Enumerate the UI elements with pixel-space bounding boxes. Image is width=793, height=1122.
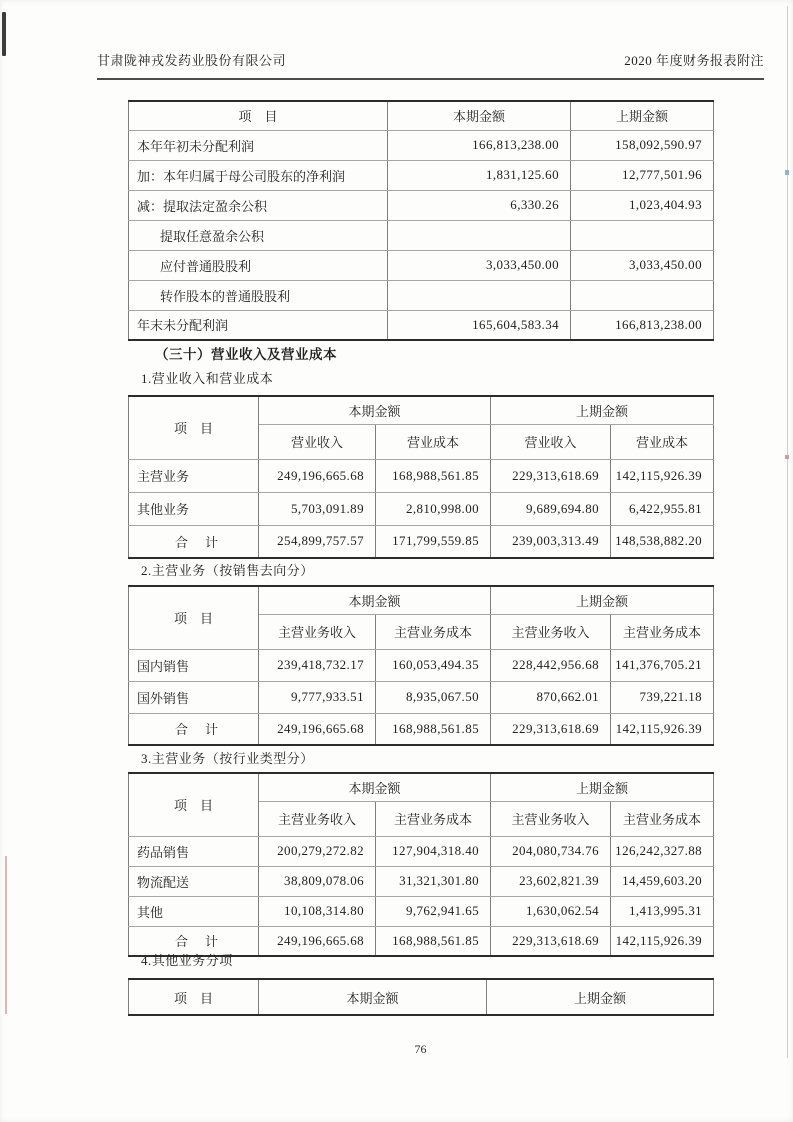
total-row	[129, 713, 714, 745]
current-amount: 6,330.26	[388, 190, 571, 220]
col-header-cost: 主营业务成本	[376, 614, 491, 649]
table-row	[129, 310, 714, 340]
current-cost: 168,988,561.85	[376, 713, 491, 745]
current-income: 249,196,665.68	[259, 459, 376, 492]
prior-income: 229,313,618.69	[491, 926, 611, 956]
col-header-prior: 上期金额	[487, 979, 714, 1015]
col-header-item: 项 目	[129, 101, 388, 130]
current-amount: 166,813,238.00	[388, 130, 571, 160]
main-business-by-destination-table	[128, 585, 714, 746]
col-header-item: 项 目	[129, 773, 259, 836]
current-cost: 171,799,559.85	[376, 525, 491, 558]
row-label: 应付普通股股利	[129, 250, 388, 280]
current-income: 5,703,091.89	[259, 492, 376, 525]
prior-cost: 1,413,995.31	[611, 896, 714, 926]
scan-edge-mark	[2, 12, 6, 56]
group-header-prior: 上期金额	[491, 773, 714, 801]
prior-income: 9,689,694.80	[491, 492, 611, 525]
prior-income: 204,080,734.76	[491, 836, 611, 866]
prior-cost: 142,115,926.39	[611, 459, 714, 492]
undistributed-profit-table	[128, 100, 714, 341]
group-header-prior: 上期金额	[491, 396, 714, 424]
section-title: （三十）营业收入及营业成本	[155, 347, 337, 362]
col-header-cost: 营业成本	[611, 424, 714, 459]
current-income: 10,108,314.80	[259, 896, 376, 926]
prior-income: 23,602,821.39	[491, 866, 611, 896]
col-header-income: 营业收入	[491, 424, 611, 459]
prior-cost: 142,115,926.39	[611, 713, 714, 745]
current-income: 239,418,732.17	[259, 649, 376, 681]
subsection-title-2: 2.主营业务（按销售去向分）	[141, 563, 314, 578]
table-row	[129, 280, 714, 310]
prior-amount	[571, 220, 714, 250]
col-header-cost: 营业成本	[376, 424, 491, 459]
table-row	[129, 160, 714, 190]
current-amount: 3,033,450.00	[388, 250, 571, 280]
group-header-current: 本期金额	[259, 396, 491, 424]
table-header-row	[129, 101, 714, 130]
current-amount	[388, 280, 571, 310]
scan-speck	[785, 170, 789, 175]
subsection-title-1: 1.营业收入和营业成本	[141, 371, 274, 386]
col-header-cost: 主营业务成本	[376, 801, 491, 836]
prior-income: 239,003,313.49	[491, 525, 611, 558]
group-header-prior: 上期金额	[491, 586, 714, 614]
row-label: 药品销售	[129, 836, 259, 866]
prior-income: 870,662.01	[491, 681, 611, 713]
table-header-row	[129, 979, 714, 1015]
row-label: 本年年初未分配利润	[129, 130, 388, 160]
current-cost: 160,053,494.35	[376, 649, 491, 681]
current-amount	[388, 220, 571, 250]
col-header-prior: 上期金额	[571, 101, 714, 130]
current-income: 38,809,078.06	[259, 866, 376, 896]
prior-income: 229,313,618.69	[491, 713, 611, 745]
table-row	[129, 836, 714, 866]
prior-amount: 12,777,501.96	[571, 160, 714, 190]
prior-cost: 141,376,705.21	[611, 649, 714, 681]
col-header-cost: 主营业务成本	[611, 614, 714, 649]
group-header-current: 本期金额	[259, 773, 491, 801]
current-amount: 165,604,583.34	[388, 310, 571, 340]
col-header-income: 主营业务收入	[259, 614, 376, 649]
row-label: 国内销售	[129, 649, 259, 681]
current-cost: 127,904,318.40	[376, 836, 491, 866]
prior-income: 229,313,618.69	[491, 459, 611, 492]
other-business-items-table	[128, 978, 714, 1016]
col-header-income: 主营业务收入	[259, 801, 376, 836]
subsection-title-3: 3.主营业务（按行业类型分）	[141, 751, 314, 766]
row-label: 物流配送	[129, 866, 259, 896]
col-header-item: 项 目	[129, 586, 259, 649]
table-row	[129, 896, 714, 926]
table-row	[129, 649, 714, 681]
prior-income: 1,630,062.54	[491, 896, 611, 926]
main-business-by-industry-table	[128, 772, 714, 957]
prior-amount: 158,092,590.97	[571, 130, 714, 160]
scan-speck	[785, 455, 789, 459]
group-header-row	[129, 773, 714, 801]
row-label: 减：提取法定盈余公积	[129, 190, 388, 220]
revenue-cost-table	[128, 395, 714, 559]
row-label: 国外销售	[129, 681, 259, 713]
prior-cost: 148,538,882.20	[611, 525, 714, 558]
current-income: 200,279,272.82	[259, 836, 376, 866]
col-header-income: 主营业务收入	[491, 801, 611, 836]
col-header-cost: 主营业务成本	[611, 801, 714, 836]
prior-cost: 739,221.18	[611, 681, 714, 713]
prior-cost: 14,459,603.20	[611, 866, 714, 896]
current-income: 249,196,665.68	[259, 713, 376, 745]
current-income: 254,899,757.57	[259, 525, 376, 558]
col-header-item: 项 目	[129, 979, 259, 1015]
row-label: 提取任意盈余公积	[129, 220, 388, 250]
current-amount: 1,831,125.60	[388, 160, 571, 190]
col-header-income: 主营业务收入	[491, 614, 611, 649]
prior-cost: 6,422,955.81	[611, 492, 714, 525]
table-row	[129, 459, 714, 492]
prior-amount	[571, 280, 714, 310]
company-name: 甘肃陇神戎发药业股份有限公司	[97, 53, 287, 68]
current-cost: 31,321,301.80	[376, 866, 491, 896]
current-cost: 168,988,561.85	[376, 459, 491, 492]
prior-cost: 126,242,327.88	[611, 836, 714, 866]
prior-income: 228,442,956.68	[491, 649, 611, 681]
row-label: 合 计	[129, 926, 259, 956]
table-row	[129, 190, 714, 220]
row-label: 转作股本的普通股股利	[129, 280, 388, 310]
scan-page-edge-line	[787, 6, 788, 1058]
row-label: 加：本年归属于母公司股东的净利润	[129, 160, 388, 190]
current-cost: 9,762,941.65	[376, 896, 491, 926]
current-income: 9,777,933.51	[259, 681, 376, 713]
row-label: 其他	[129, 896, 259, 926]
row-label: 其他业务	[129, 492, 259, 525]
prior-amount: 166,813,238.00	[571, 310, 714, 340]
document-title: 2020 年度财务报表附注	[624, 53, 764, 68]
subsection-title-4: 4.其他业务分项	[141, 953, 233, 968]
table-row	[129, 220, 714, 250]
current-cost: 8,935,067.50	[376, 681, 491, 713]
row-label: 合 计	[129, 525, 259, 558]
col-header-current: 本期金额	[259, 979, 487, 1015]
current-cost: 168,988,561.85	[376, 926, 491, 956]
row-label: 主营业务	[129, 459, 259, 492]
page-number: 76	[414, 1042, 427, 1056]
scan-binding-line	[5, 856, 7, 1014]
current-income: 249,196,665.68	[259, 926, 376, 956]
col-header-current: 本期金额	[388, 101, 571, 130]
prior-amount: 1,023,404.93	[571, 190, 714, 220]
prior-cost: 142,115,926.39	[611, 926, 714, 956]
row-label: 年末未分配利润	[129, 310, 388, 340]
prior-amount: 3,033,450.00	[571, 250, 714, 280]
table-row	[129, 250, 714, 280]
group-header-row	[129, 396, 714, 424]
table-row	[129, 866, 714, 896]
table-row	[129, 681, 714, 713]
col-header-income: 营业收入	[259, 424, 376, 459]
table-row	[129, 130, 714, 160]
row-label: 合 计	[129, 713, 259, 745]
group-header-row	[129, 586, 714, 614]
total-row	[129, 525, 714, 558]
current-cost: 2,810,998.00	[376, 492, 491, 525]
table-row	[129, 492, 714, 525]
col-header-item: 项 目	[129, 396, 259, 459]
group-header-current: 本期金额	[259, 586, 491, 614]
document-header	[97, 50, 764, 80]
